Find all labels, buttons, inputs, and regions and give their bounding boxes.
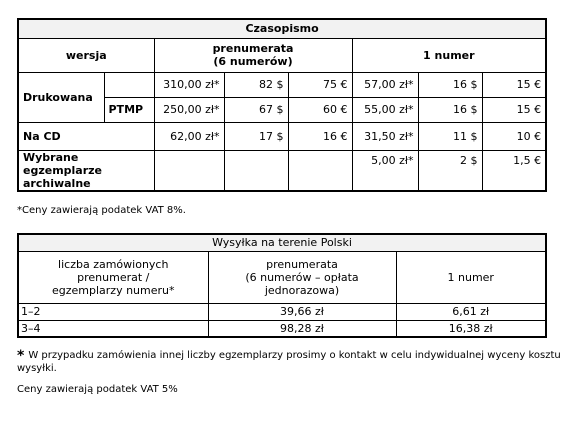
table2-title: Wysyłka na terenie Polski [18,234,546,251]
header-single-shipping: 1 numer [396,251,546,303]
price-cell: 10 € [482,122,546,150]
price-cell [224,150,288,191]
row-sublabel-ptmp: PTMP [104,97,154,122]
shipping-price: 6,61 zł [396,303,546,320]
price-cell: 75 € [288,72,352,97]
price-cell [288,150,352,191]
price-cell: 15 € [482,97,546,122]
table2-footnote-line1 [17,349,561,363]
price-cell: 2 $ [418,150,482,191]
row-label-archive: Wybrane egzemplarze archiwalne [18,150,154,191]
shipping-price: 16,38 zł [396,320,546,337]
shipping-price: 39,66 zł [208,303,396,320]
table2-footnote-line2: wysyłki. [17,363,57,374]
row-label-printed: Drukowana [18,72,104,122]
shipping-table [17,233,547,338]
price-cell: 11 $ [418,122,482,150]
header-quantity: liczba zamówionych prenumerat / egzemplarzy numeru* [18,251,208,303]
price-cell: 16 $ [418,72,482,97]
price-cell: 57,00 zł* [352,72,418,97]
price-cell: 250,00 zł* [154,97,224,122]
header-version: wersja [18,38,154,72]
price-cell: 5,00 zł* [352,150,418,191]
price-cell: 82 $ [224,72,288,97]
price-cell: 15 € [482,72,546,97]
table1-title: Czasopismo [18,19,546,38]
table2-vat-note: Ceny zawierają podatek VAT 5% [17,384,178,395]
price-table-magazine [17,18,547,192]
row-sublabel-empty [104,72,154,97]
price-cell: 17 $ [224,122,288,150]
footnote-text: W przypadku zamówienia innej liczby egzemplarzy prosimy o kontakt w celu indywidualnej wyceny kosztu [28,350,561,361]
footnote-star: * [17,348,25,364]
header-subscription-shipping: prenumerata (6 numerów – opłata jednorazowa) [208,251,396,303]
price-cell: 62,00 zł* [154,122,224,150]
table1-footnote: *Ceny zawierają podatek VAT 8%. [17,205,186,216]
price-cell: 55,00 zł* [352,97,418,122]
header-single-issue: 1 numer [352,38,546,72]
shipping-qty: 3–4 [18,320,208,337]
shipping-price: 98,28 zł [208,320,396,337]
price-cell: 1,5 € [482,150,546,191]
price-cell: 31,50 zł* [352,122,418,150]
price-cell: 60 € [288,97,352,122]
price-cell: 310,00 zł* [154,72,224,97]
price-cell [154,150,224,191]
shipping-qty: 1–2 [18,303,208,320]
price-cell: 67 $ [224,97,288,122]
row-label-cd: Na CD [18,122,154,150]
price-cell: 16 $ [418,97,482,122]
price-cell: 16 € [288,122,352,150]
header-subscription: prenumerata (6 numerów) [154,38,352,72]
